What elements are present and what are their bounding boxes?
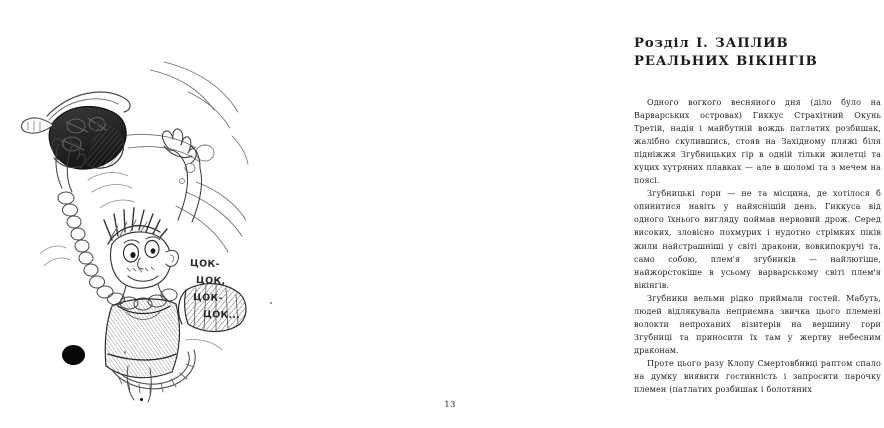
motion-lines-group xyxy=(120,62,248,252)
sketch-strokes xyxy=(22,62,249,402)
paragraph: Згубницькі гори — не та місцина, де хотілося б опинитися навіть у найяснішій день. Гиккуса від одного їхнього вигляду поймав нервовий дрож. Серед високих, зловісно похмурих і нудотно стрімких піків жили найстрашніші у світі дракони, вовкипокручі та, само собою, плем'я згубників — найлютіше, найжорстокіше в усьому варварському світі плем'я вікінгів. xyxy=(634,189,881,290)
paragraph: Проте цього разу Клопу Смертовбивці раптом спало на думку виявити гостинність і запросити парочку племен (патлатих розбишак і болотяних xyxy=(634,358,881,395)
left-page xyxy=(0,0,300,428)
sound-effect-text: ЦОК, xyxy=(195,275,226,288)
ink-speck xyxy=(124,351,126,354)
page-number: 13 xyxy=(444,400,456,410)
horned-helmet xyxy=(22,92,131,169)
paragraph: Одного вогкого весняного дня (діло було на Варварських островах) Гиккус Страхітний Окунь Третій, надія і майбутній вождь патлатих розбишак, жалібно скулившись, стояв на Західному пляжі біля підніжжя Згубницьких гір в одній тільки жилетці та куцих хутряних плавках — але в шоломі та з мечем на поясі. xyxy=(634,98,881,186)
ink-speck xyxy=(270,302,272,304)
right-page xyxy=(300,0,881,428)
paragraph: Згубники вельми рідко приймали гостей. Мабуть, людей відлякувала неприємна звичка цього племені волокти непроханих візитерів на вершину гори Згубниці та приносити їх там у жертву небесним драконам. xyxy=(634,293,881,355)
chapter-title: Розділ І. ЗАПЛИВ РЕАЛЬНИХ ВІКІНГІВ xyxy=(634,35,818,69)
character-face xyxy=(111,232,179,288)
chapter-illustration xyxy=(0,40,300,380)
sound-effect-text: ЦОК... xyxy=(202,309,241,322)
sound-effect-text: ЦОК- xyxy=(189,258,220,271)
chapter-body-text xyxy=(634,96,881,396)
axe xyxy=(179,284,246,332)
ink-speck xyxy=(140,398,143,401)
ink-blob xyxy=(62,345,85,365)
sound-effect-text: ЦОК- xyxy=(192,292,223,305)
pencil-sketch-drawing xyxy=(0,40,300,380)
